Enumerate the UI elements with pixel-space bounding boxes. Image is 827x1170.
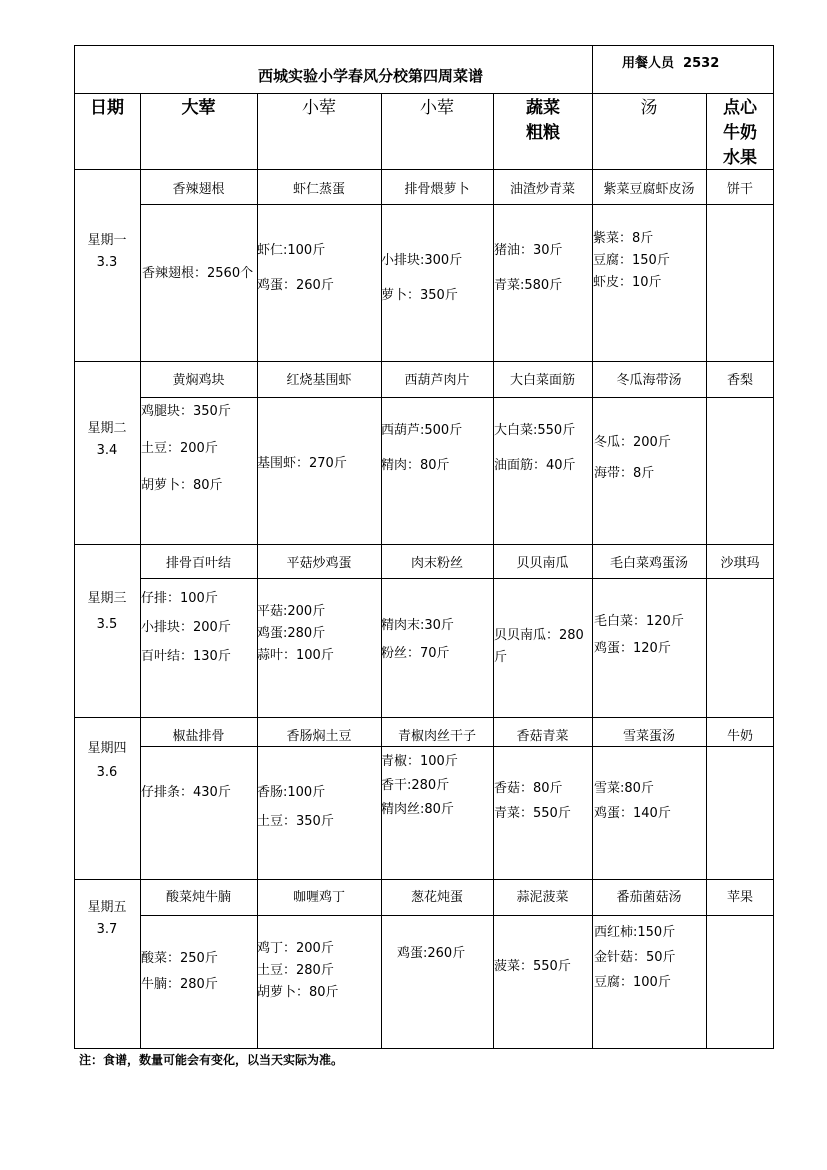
ingredient: 青菜:580斤 [494,278,563,293]
ingredients-small-1 [257,240,334,297]
dish-snack: 香梨 [726,373,753,388]
table-rule [140,915,774,916]
date: 3.5 [96,617,118,632]
ingredient: 酸菜：250斤 [141,951,218,966]
day-label [74,738,140,784]
header-main-meat: 大荤 [181,98,216,118]
dish-small-2: 肉末粉丝 [410,556,463,571]
ingredients-small-1 [257,453,347,475]
ingredients-veg [494,420,576,477]
table-rule [381,93,382,1049]
ingredient: 小排块：200斤 [141,620,231,635]
table-rule [140,397,774,398]
ingredient: 油面筋：40斤 [494,458,576,473]
ingredient: 香辣翅根：2560个 [142,266,254,281]
ingredient: 豆腐：100斤 [594,975,671,990]
weekday: 星期四 [87,741,127,756]
ingredient: 萝卜：350斤 [381,288,458,303]
ingredients-small-1 [257,938,339,1004]
ingredient: 牛腩：280斤 [141,977,218,992]
ingredient: 香菇：80斤 [494,781,563,796]
ingredients-main [141,401,231,497]
table-rule [706,93,707,1049]
dish-soup: 紫菜豆腐虾皮汤 [603,182,695,197]
table-rule [74,169,774,170]
ingredients-small-2 [397,943,465,965]
ingredient: 精肉丝:80斤 [381,802,454,817]
table-rule [140,93,141,1049]
ingredient: 西红柿:150斤 [594,925,676,940]
ingredients-main [141,782,231,804]
table-rule [493,93,494,1049]
ingredients-veg [494,956,571,978]
ingredient: 香肠:100斤 [257,785,326,800]
weekday: 星期五 [87,900,127,915]
dish-small-1: 虾仁蒸蛋 [292,182,345,197]
ingredient: 小排块:300斤 [381,253,463,268]
table-rule [140,204,774,205]
day-label [74,418,140,462]
dish-veg: 大白菜面筋 [509,373,575,388]
ingredient: 海带：8斤 [594,466,655,481]
dish-small-1: 咖喱鸡丁 [292,890,345,905]
table-rule [74,879,774,880]
day-label [74,897,140,941]
ingredient: 平菇:200斤 [257,604,326,619]
ingredient: 精肉：80斤 [381,458,450,473]
ingredient: 虾皮：10斤 [593,275,662,290]
ingredient: 西葫芦:500斤 [381,423,463,438]
dish-snack: 苹果 [726,890,753,905]
ingredient: 鸡蛋:280斤 [257,626,326,641]
header-vegetables: 蔬菜粗粮 [526,98,560,143]
ingredient: 贝贝南瓜：280斤 [494,628,584,665]
table-rule [592,45,593,94]
dish-main: 香辣翅根 [172,182,225,197]
ingredient: 青椒：100斤 [381,754,458,769]
dish-small-1: 香肠焖土豆 [286,729,352,744]
ingredient: 胡萝卜：80斤 [257,985,339,1000]
table-rule [74,361,774,362]
dish-small-2: 西葫芦肉片 [404,373,470,388]
dish-snack: 沙琪玛 [720,556,760,571]
ingredients-main [142,263,256,285]
dish-small-1: 平菇炒鸡蛋 [286,556,352,571]
dish-main: 排骨百叶结 [165,556,231,571]
table-rule [140,746,774,747]
ingredient: 鸡蛋：120斤 [594,641,671,656]
footnote: 注：食谱，数量可能会有变化，以当天实际为准。 [79,1053,344,1067]
ingredient: 蒜叶：100斤 [257,648,334,663]
ingredient: 土豆：350斤 [257,814,334,829]
header-small-meat-2: 小荤 [420,98,454,118]
header-snack: 点心牛奶水果 [723,98,757,168]
diner-count: 用餐人员 2532 [622,56,720,71]
ingredients-small-1 [257,601,334,667]
ingredient: 鸡蛋：260斤 [257,278,334,293]
ingredients-small-2 [381,420,462,477]
ingredient: 香干:280斤 [381,778,450,793]
ingredient: 虾仁:100斤 [257,243,326,258]
ingredient: 鸡蛋:260斤 [397,946,466,961]
ingredient: 金针菇：50斤 [594,950,676,965]
header-small-meat-1: 小荤 [302,98,336,118]
table-rule [74,717,774,718]
ingredient: 青菜：550斤 [494,806,571,821]
dish-main: 椒盐排骨 [172,729,225,744]
date: 3.7 [96,922,118,937]
ingredient: 土豆：200斤 [141,441,218,456]
ingredient: 鸡丁：200斤 [257,941,334,956]
menu-title: 西城实验小学春风分校第四周菜谱 [258,67,484,85]
ingredient: 冬瓜：200斤 [594,435,671,450]
ingredient: 百叶结：130斤 [141,649,231,664]
ingredients-soup [594,922,676,994]
ingredient: 鸡蛋：140斤 [594,806,671,821]
table-rule [257,93,258,1049]
header-date: 日期 [90,98,124,118]
ingredient: 仔排条：430斤 [141,785,231,800]
ingredients-soup [594,778,671,825]
dish-small-1: 红烧基围虾 [286,373,352,388]
ingredients-small-1 [257,782,334,833]
ingredient: 土豆：280斤 [257,963,334,978]
ingredients-soup [594,611,684,660]
dish-small-2: 排骨煨萝卜 [404,182,470,197]
ingredient: 雪菜:80斤 [594,781,654,796]
ingredient: 豆腐：150斤 [593,253,670,268]
ingredient: 猪油：30斤 [494,243,563,258]
ingredients-veg [494,240,563,297]
ingredients-small-2 [381,250,462,307]
ingredient: 毛白菜：120斤 [594,614,684,629]
date: 3.4 [96,443,118,458]
ingredient: 菠菜：550斤 [494,959,571,974]
dish-veg: 香菇青菜 [516,729,569,744]
dish-soup: 毛白菜鸡蛋汤 [609,556,688,571]
day-label [74,230,140,274]
dish-main: 酸菜炖牛腩 [165,890,231,905]
dish-veg: 油渣炒青菜 [509,182,575,197]
date: 3.6 [96,765,118,780]
dish-veg: 蒜泥菠菜 [516,890,569,905]
ingredients-veg [494,625,592,669]
table-rule [74,93,774,94]
ingredient: 基围虾：270斤 [257,456,347,471]
ingredients-soup [594,432,671,485]
ingredients-soup [593,228,670,294]
ingredient: 紫菜：8斤 [593,231,654,246]
dish-snack: 牛奶 [726,729,753,744]
ingredients-small-2 [381,751,458,821]
ingredient: 大白菜:550斤 [494,423,576,438]
ingredient: 精肉末:30斤 [381,618,454,633]
dish-veg: 贝贝南瓜 [516,556,569,571]
header-soup: 汤 [640,98,658,118]
table-rule [140,578,774,579]
ingredients-main [141,948,218,996]
dish-soup: 番茄菌菇汤 [616,890,682,905]
weekday: 星期二 [87,421,127,436]
dish-main: 黄焖鸡块 [172,373,225,388]
dish-small-2: 青椒肉丝干子 [397,729,476,744]
dish-soup: 雪菜蛋汤 [622,729,675,744]
table-rule [74,544,774,545]
dish-snack: 饼干 [726,182,753,197]
ingredient: 仔排：100斤 [141,591,218,606]
weekday: 星期三 [87,591,127,606]
ingredient: 粉丝：70斤 [381,646,450,661]
ingredient: 鸡腿块：350斤 [141,404,231,419]
ingredients-veg [494,778,571,825]
ingredient: 胡萝卜：80斤 [141,478,223,493]
dish-soup: 冬瓜海带汤 [616,373,682,388]
date: 3.3 [96,255,118,270]
ingredients-main [141,588,231,668]
ingredients-small-2 [381,615,454,665]
weekday: 星期一 [87,233,127,248]
dish-small-2: 葱花炖蛋 [410,890,463,905]
day-label [74,588,140,636]
